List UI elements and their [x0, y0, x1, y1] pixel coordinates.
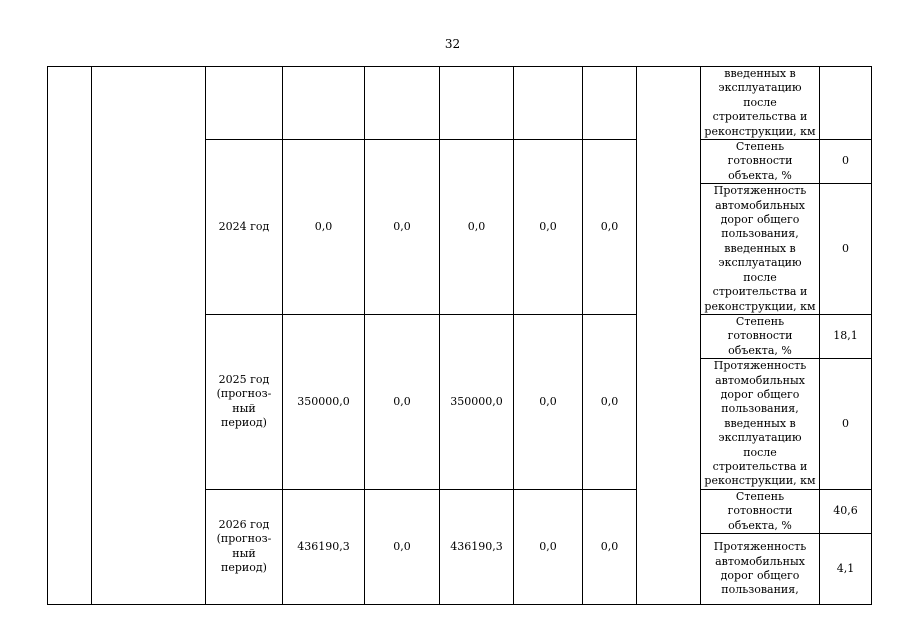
- value-cell: 0,0: [514, 489, 583, 604]
- indicator-name: Протяженность автомобильных дорог общего пользования, введенных в эксплуатацию после строительства и реконструкции, км: [701, 359, 820, 490]
- value-cell: [283, 67, 365, 140]
- value-cell: [583, 67, 637, 140]
- value-cell: 436190,3: [283, 489, 365, 604]
- value-cell: 350000,0: [283, 314, 365, 489]
- indicator-value: 4,1: [820, 534, 872, 605]
- indicator-name: Протяженность автомобильных дорог общего пользования, введенных в эксплуатацию после строительства и реконструкции, км: [701, 184, 820, 315]
- value-cell: 350000,0: [440, 314, 514, 489]
- page-number: 32: [444, 37, 461, 51]
- value-cell: 436190,3: [440, 489, 514, 604]
- indicator-value: 18,1: [820, 314, 872, 358]
- value-cell: 0,0: [365, 489, 440, 604]
- value-cell: 0,0: [514, 314, 583, 489]
- value-cell: 0,0: [583, 314, 637, 489]
- indicator-name: Протяженность автомобильных дорог общего пользования,: [701, 534, 820, 605]
- indicator-name: введенных в эксплуатацию после строительства и реконструкции, км: [701, 67, 820, 140]
- value-cell: [440, 67, 514, 140]
- period-cell: 2024 год: [206, 140, 283, 315]
- indicator-name: Степень готовности объекта, %: [701, 489, 820, 533]
- value-cell: 0,0: [365, 314, 440, 489]
- empty-cell: [637, 67, 701, 605]
- value-cell: 0,0: [583, 140, 637, 315]
- value-cell: 0,0: [583, 489, 637, 604]
- period-cell: 2026 год (прогноз-ный период): [206, 489, 283, 604]
- budget-table: [47, 66, 872, 605]
- indicator-value: [820, 67, 872, 140]
- value-cell: 0,0: [514, 140, 583, 315]
- indicator-value: 0: [820, 359, 872, 490]
- indicator-name: Степень готовности объекта, %: [701, 314, 820, 358]
- indicator-value: 40,6: [820, 489, 872, 533]
- value-cell: [365, 67, 440, 140]
- table-row: [48, 67, 872, 140]
- period-cell: 2025 год (прогноз-ный период): [206, 314, 283, 489]
- value-cell: 0,0: [440, 140, 514, 315]
- indicator-value: 0: [820, 184, 872, 315]
- period-cell: [206, 67, 283, 140]
- indicator-value: 0: [820, 140, 872, 184]
- empty-cell: [48, 67, 92, 605]
- indicator-name: Степень готовности объекта, %: [701, 140, 820, 184]
- value-cell: [514, 67, 583, 140]
- value-cell: 0,0: [283, 140, 365, 315]
- empty-cell: [92, 67, 206, 605]
- value-cell: 0,0: [365, 140, 440, 315]
